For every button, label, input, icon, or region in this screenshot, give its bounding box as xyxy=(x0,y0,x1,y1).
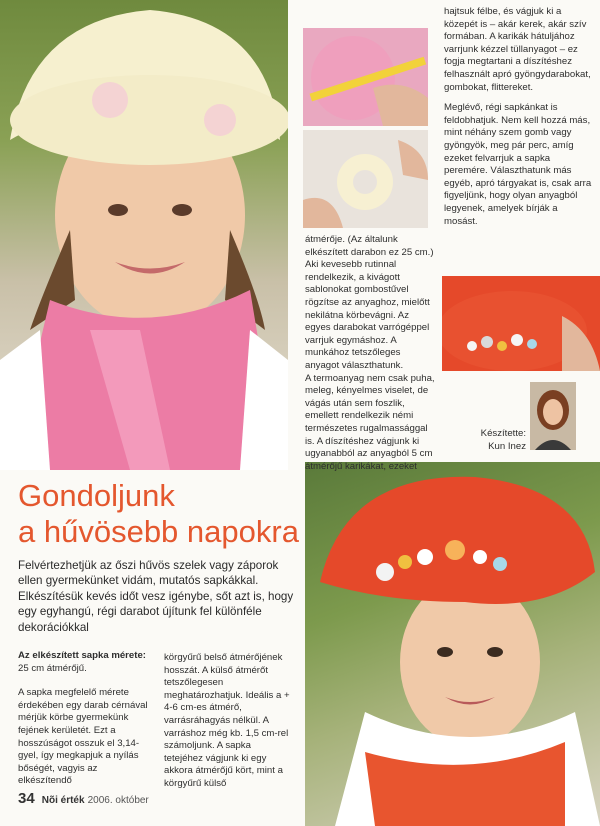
fabric-ring-illustration xyxy=(303,130,428,228)
title-line-2: a hűvösebb napokra xyxy=(18,514,299,549)
size-label: Az elkészített sapka mérete: xyxy=(18,650,146,661)
right-para-1: hajtsuk félbe, és vágjuk ki a közepét is – akár kerek, akár szív formában. A karikák hátuljához varrjunk kézzel tüllanyagot – ez fogja megtartani a díszítéshez felhasznált apró gyöngydarabokat, gombokat, flittereket. xyxy=(444,6,591,93)
button-hat-illustration xyxy=(442,276,600,371)
page-number: 34 xyxy=(18,790,35,807)
girl-white-hat-photo xyxy=(0,0,288,470)
bottom-middle-column xyxy=(164,652,292,791)
bottom-left-column xyxy=(18,650,148,788)
article-title xyxy=(18,478,299,550)
right-column-text xyxy=(444,6,592,228)
girl-red-hat-photo xyxy=(305,462,600,826)
middle-para-2: A termoanyag nem csak puha, meleg, kényelmes viselet, de vágás után sem foszlik, emellett rendelkezik némi természetes rugalmassággal is. A díszítéshez vágjunk ki ugyanabból az anyagból 5 cm átmérőjű karikákat, ezeket xyxy=(305,372,435,472)
credit-label: Készítette: xyxy=(480,428,526,439)
button-hat-photo xyxy=(442,276,600,371)
credit-name: Kun Inez xyxy=(488,440,526,452)
lead-paragraph: Felvértezhetjük az őszi hűvös szelek vagy záporok ellen gyermekünket vidám, mutatós sapkákkal. Elkészítésük kevés időt vesz igénybe, sőt azt is, hogy egy egyhangú, régi darabot újítunk fel különféle dekorációkkal xyxy=(18,559,294,634)
tape-measure-illustration xyxy=(303,28,428,126)
issue-date: 2006. október xyxy=(87,795,149,806)
photo-credit xyxy=(444,428,526,453)
author-portrait-illustration xyxy=(530,382,576,450)
fabric-ring-photo xyxy=(303,130,428,228)
title-line-1: Gondoljunk xyxy=(18,478,175,513)
magazine-name: Nõi érték xyxy=(41,795,85,806)
bottom-middle-para: körgyűrű belső átmérőjének hosszát. A külső átmérőt tetszőlegesen meghatározhatjuk. Ideális a + 4-6 cm-es átmérő, varrásráhagyás nélkül. A varráshoz még kb. 1,5 cm-rel számoljunk. A sapka tetejéhez vágjunk ki egy akkora átmérőjű kört, mint a körgyűrű külső xyxy=(164,652,290,789)
size-value: 25 cm átmérőjű. xyxy=(18,662,87,674)
bottom-left-para: A sapka megfelelő mérete érdekében egy darab cérnával mérjük körbe gyermekünk fejének kerületét. Ezt a hosszúságot osszuk el 3,14-gyel, így megkapjuk a nyílás bőségét, vagyis az elkészítendő xyxy=(18,687,148,787)
middle-para-1: átmérője. (Az általunk elkészített darabon ez 25 cm.) Aki kevesebb rutinnal rendelkezik, a kivágott sablonokat gombostűvel rögzítse az anyaghoz, mielőtt nekilátna körbevágni. Az egyes darabokat varrógéppel varrjuk egymáshoz. A munkához tetszőleges anyagot választhatunk. xyxy=(305,234,434,371)
girl-red-hat-illustration xyxy=(305,462,600,826)
tape-measure-photo xyxy=(303,28,428,126)
girl-white-hat-illustration xyxy=(0,0,288,470)
middle-column-text xyxy=(305,234,435,473)
author-portrait xyxy=(530,382,576,450)
right-para-2: Meglévő, régi sapkánkat is feldobhatjuk. Nem kell hozzá más, mint néhány szem gomb vagy gyöngyök, meg pár perc, amíg ezeket felvarrjuk a sapka peremére. Választhatunk más egyéb, apró tárgyakat is, csak arra figyeljünk, hogy olyan anyagból legyenek, amelyek bírják a mosást. xyxy=(444,102,592,227)
page-footer xyxy=(18,790,149,807)
